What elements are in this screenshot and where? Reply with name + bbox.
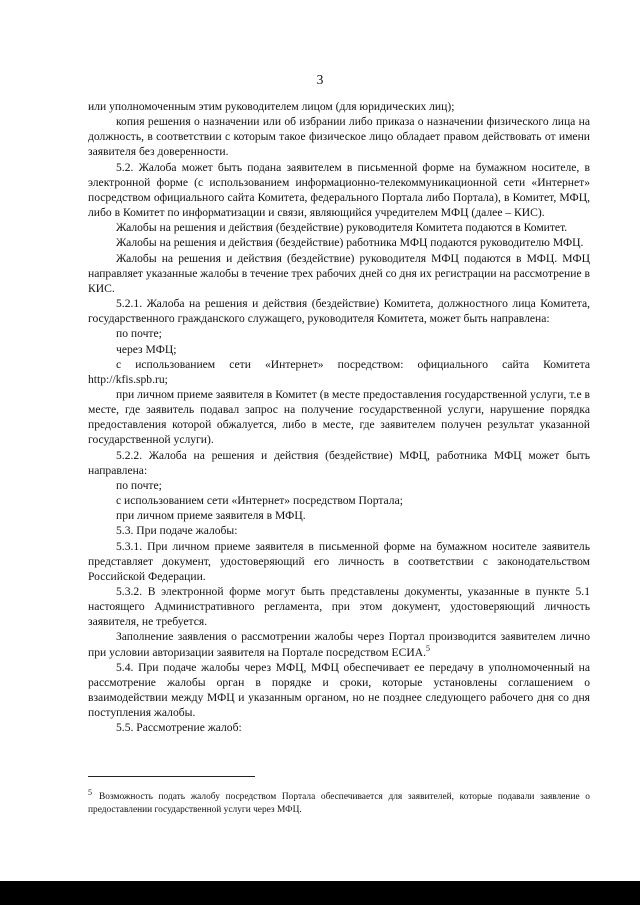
footnote-divider xyxy=(88,776,255,777)
paragraph: Жалобы на решения и действия (бездействие) руководителя МФЦ подаются в МФЦ. МФЦ направляет указанные жалобы в течение трех рабочих дней со дня их регистрации на рассмотрение в КИС. xyxy=(88,251,590,295)
paragraph: копия решения о назначении или об избрании либо приказа о назначении физического лица на должность, в соответствии с которым такое физическое лицо обладает правом действовать от имени заявителя без доверенности. xyxy=(88,115,590,159)
paragraph: 5.3.1. При личном приеме заявителя в письменной форме на бумажном носителе заявитель представляет документ, удостоверяющий его личность в соответствии с законодательством Российской Федерации. xyxy=(88,539,590,583)
list-item: по почте; xyxy=(116,327,162,341)
footnote xyxy=(88,788,590,816)
page-number: 3 xyxy=(316,72,324,87)
document-body xyxy=(88,99,590,736)
paragraph: 5.2.2. Жалоба на решения и действия (бездействие) МФЦ, работника МФЦ может быть направлена: xyxy=(88,448,590,477)
list-item: с использованием сети «Интернет» посредством Портала; xyxy=(116,494,403,508)
paragraph: 5.4. При подаче жалобы через МФЦ, МФЦ обеспечивает ее передачу в уполномоченный на рассмотрение жалобы орган в порядке и сроки, которые установлены соглашением о взаимодействии между МФЦ и указанным органом, но не позднее следующего рабочего дня со дня поступления жалобы. xyxy=(88,660,590,720)
list-item: при личном приеме заявителя в МФЦ. xyxy=(116,509,306,523)
section-heading: 5.5. Рассмотрение жалоб: xyxy=(116,721,242,735)
footnote-text: Возможность подать жалобу посредством Портала обеспечивается для заявителей, которые подавали заявление о предоставлении государственной услуги через МФЦ. xyxy=(88,792,590,815)
footnote-reference[interactable]: 5 xyxy=(426,643,431,653)
footnote-marker: 5 xyxy=(88,788,92,797)
paragraph: 5.2. Жалоба может быть подана заявителем в письменной форме на бумажном носителе, в электронной форме (с использованием информационно-телекоммуникационной сети «Интернет» посредством официального сайта Комитета, федерального Портала либо Портала), в Комитет, МФЦ, либо в Комитет по информатизации и связи, являющийся учредителем МФЦ (далее – КИС). xyxy=(88,160,590,220)
paragraph-with-footnote xyxy=(88,629,590,659)
paragraph: 5.2.1. Жалоба на решения и действия (бездействие) Комитета, должностного лица Комитета, государственного гражданского служащего, руководителя Комитета, может быть направлена: xyxy=(88,297,590,326)
list-item: через МФЦ; xyxy=(116,342,177,356)
paragraph: или уполномоченным этим руководителем лицом (для юридических лиц); xyxy=(88,100,455,113)
list-item: по почте; xyxy=(116,478,162,492)
list-item: с использованием сети «Интернет» посредством: официального сайта Комитета http://kfis.spb.ru; xyxy=(88,357,590,386)
paragraph: 5.3.2. В электронной форме могут быть представлены документы, указанные в пункте 5.1 настоящего Административного регламента, при этом документ, удостоверяющий личность заявителя, не требуется. xyxy=(88,585,590,629)
paragraph: Жалобы на решения и действия (бездействие) руководителя Комитета подаются в Комитет. xyxy=(116,221,568,235)
paragraph-text: Заполнение заявления о рассмотрении жалобы через Портал производится заявителем лично при условии авторизации заявителя на Портале посредством ЕСИА. xyxy=(88,630,590,659)
paragraph: Жалобы на решения и действия (бездействие) работника МФЦ подаются руководителю МФЦ. xyxy=(116,236,584,250)
section-heading: 5.3. При подаче жалобы: xyxy=(116,524,238,538)
list-item: при личном приеме заявителя в Комитет (в месте предоставления государственной услуги, т.е в месте, где заявитель подавал запрос на получение государственной услуги, нарушение порядка предоставления которой обжалуется, либо в месте, где заявителем получен результат указанной государственной услуги). xyxy=(88,387,590,447)
scan-bottom-edge xyxy=(0,881,640,905)
